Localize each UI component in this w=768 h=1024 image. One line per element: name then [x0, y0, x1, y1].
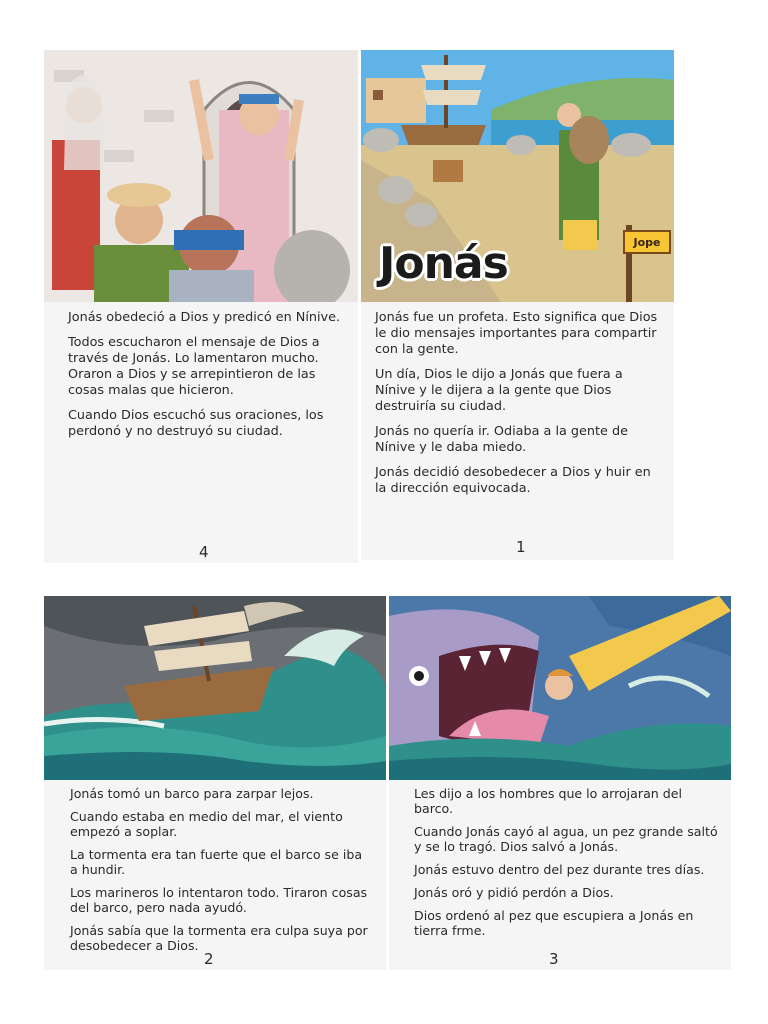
paragraph: Jonás obedeció a Dios y predicó en Nínive.	[68, 310, 341, 325]
page-number: 3	[549, 950, 559, 968]
paragraph: Jonás tomó un barco para zarpar lejos.	[70, 786, 314, 801]
page3-text	[414, 786, 719, 946]
page-number: 1	[516, 538, 526, 556]
page-number: 2	[204, 950, 214, 968]
paragraph: Los marineros lo intentaron todo. Tiraron cosas del barco, pero nada ayudó.	[70, 885, 368, 915]
illustration-preaching	[44, 50, 358, 302]
page1-text	[375, 310, 660, 506]
paragraph: Jonás sabía que la tormenta era culpa suya por desobedecer a Dios.	[70, 923, 368, 953]
paragraph: Cuando estaba en medio del mar, el viento empezó a soplar.	[70, 809, 343, 839]
paragraph: Un día, Dios le dijo a Jonás que fuera a Nínive y le dijera a la gente que Dios destruiría su ciudad.	[375, 367, 623, 414]
paragraph: Jonás decidió desobedecer a Dios y huir en la dirección equivocada.	[375, 465, 651, 496]
book-title: Jonás	[379, 238, 508, 289]
page-number: 4	[199, 543, 209, 561]
paragraph: Dios ordenó al pez que escupiera a Jonás en tierra frme.	[414, 908, 694, 938]
paragraph: Todos escucharon el mensaje de Dios a través de Jonás. Lo lamentaron mucho. Oraron a Dios y se arrepintieron de las cosas malas que hicieron.	[68, 335, 320, 398]
paragraph: Cuando Jonás cayó al agua, un pez grande saltó y se lo tragó. Dios salvó a Jonás.	[414, 824, 718, 854]
page-panel-1	[361, 50, 674, 560]
paragraph: Les dijo a los hombres que lo arrojaran del barco.	[414, 786, 683, 816]
page-panel-4	[44, 50, 358, 563]
illustration-fish	[389, 596, 731, 780]
page2-text	[70, 786, 370, 961]
paragraph: La tormenta era tan fuerte que el barco se iba a hundir.	[70, 847, 363, 877]
paragraph: Cuando Dios escuchó sus oraciones, los perdonó y no destruyó su ciudad.	[68, 408, 324, 439]
paragraph: Jonás fue un profeta. Esto significa que Dios le dio mensajes importantes para compartir con la gente.	[375, 310, 658, 357]
page-panel-2	[44, 596, 386, 970]
page-panel-3	[389, 596, 731, 970]
paragraph: Jonás no quería ir. Odiaba a la gente de Nínive y le daba miedo.	[375, 424, 628, 455]
illustration-storm	[44, 596, 386, 780]
page4-text	[68, 310, 343, 449]
paragraph: Jonás estuvo dentro del pez durante tres días.	[414, 862, 705, 877]
jope-sign: Jope	[623, 230, 671, 254]
paragraph: Jonás oró y pidió perdón a Dios.	[414, 885, 614, 900]
